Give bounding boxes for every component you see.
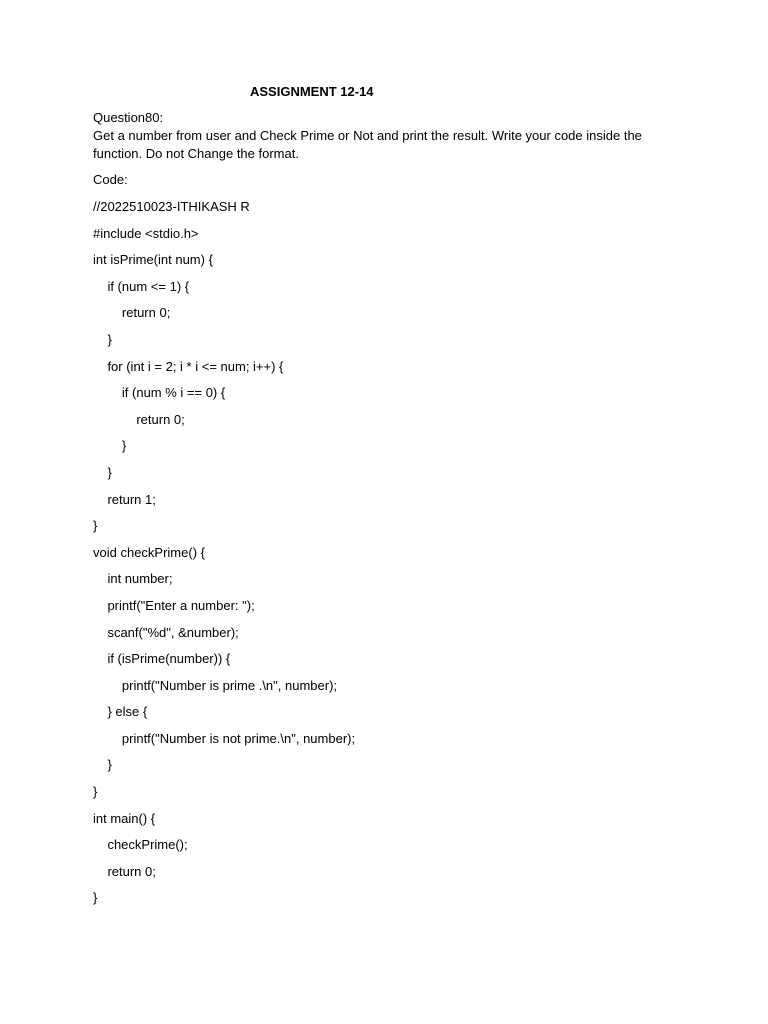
code-line: }	[93, 757, 112, 773]
code-line: }	[93, 518, 98, 534]
code-line: checkPrime();	[93, 837, 188, 853]
document-title: ASSIGNMENT 12-14	[250, 84, 374, 99]
code-line: printf("Number is prime .\n", number);	[93, 677, 338, 693]
code-line: return 1;	[93, 491, 156, 507]
code-line: if (num % i == 0) {	[93, 385, 226, 401]
code-block	[93, 198, 355, 916]
code-line: } else {	[93, 704, 148, 720]
code-line: if (num <= 1) {	[93, 278, 190, 294]
code-line: return 0;	[93, 305, 171, 321]
code-line: printf("Enter a number: ");	[93, 597, 255, 613]
code-line: }	[93, 438, 127, 454]
code-line: }	[93, 331, 112, 347]
question-label: Question80:	[93, 110, 164, 125]
code-line: #include <stdio.h>	[93, 225, 199, 241]
code-line: int main() {	[93, 810, 156, 826]
code-line: }	[93, 890, 98, 906]
code-line: return 0;	[93, 863, 156, 879]
code-line: if (isPrime(number)) {	[93, 651, 231, 667]
code-line: printf("Number is not prime.\n", number);	[93, 730, 356, 746]
code-line: scanf("%d", &number);	[93, 624, 239, 640]
code-line: int isPrime(int num) {	[93, 252, 213, 268]
code-label: Code:	[93, 172, 128, 187]
code-line: int number;	[93, 571, 173, 587]
code-line: return 0;	[93, 411, 185, 427]
code-line: }	[93, 784, 98, 800]
code-line: //2022510023-ITHIKASH R	[93, 199, 250, 214]
code-line: for (int i = 2; i * i <= num; i++) {	[93, 358, 284, 374]
code-line: void checkPrime() {	[93, 544, 205, 560]
code-line: }	[93, 464, 112, 480]
question-text: Get a number from user and Check Prime or Not and print the result. Write your code inside the function. Do not Change the format.	[93, 128, 642, 161]
